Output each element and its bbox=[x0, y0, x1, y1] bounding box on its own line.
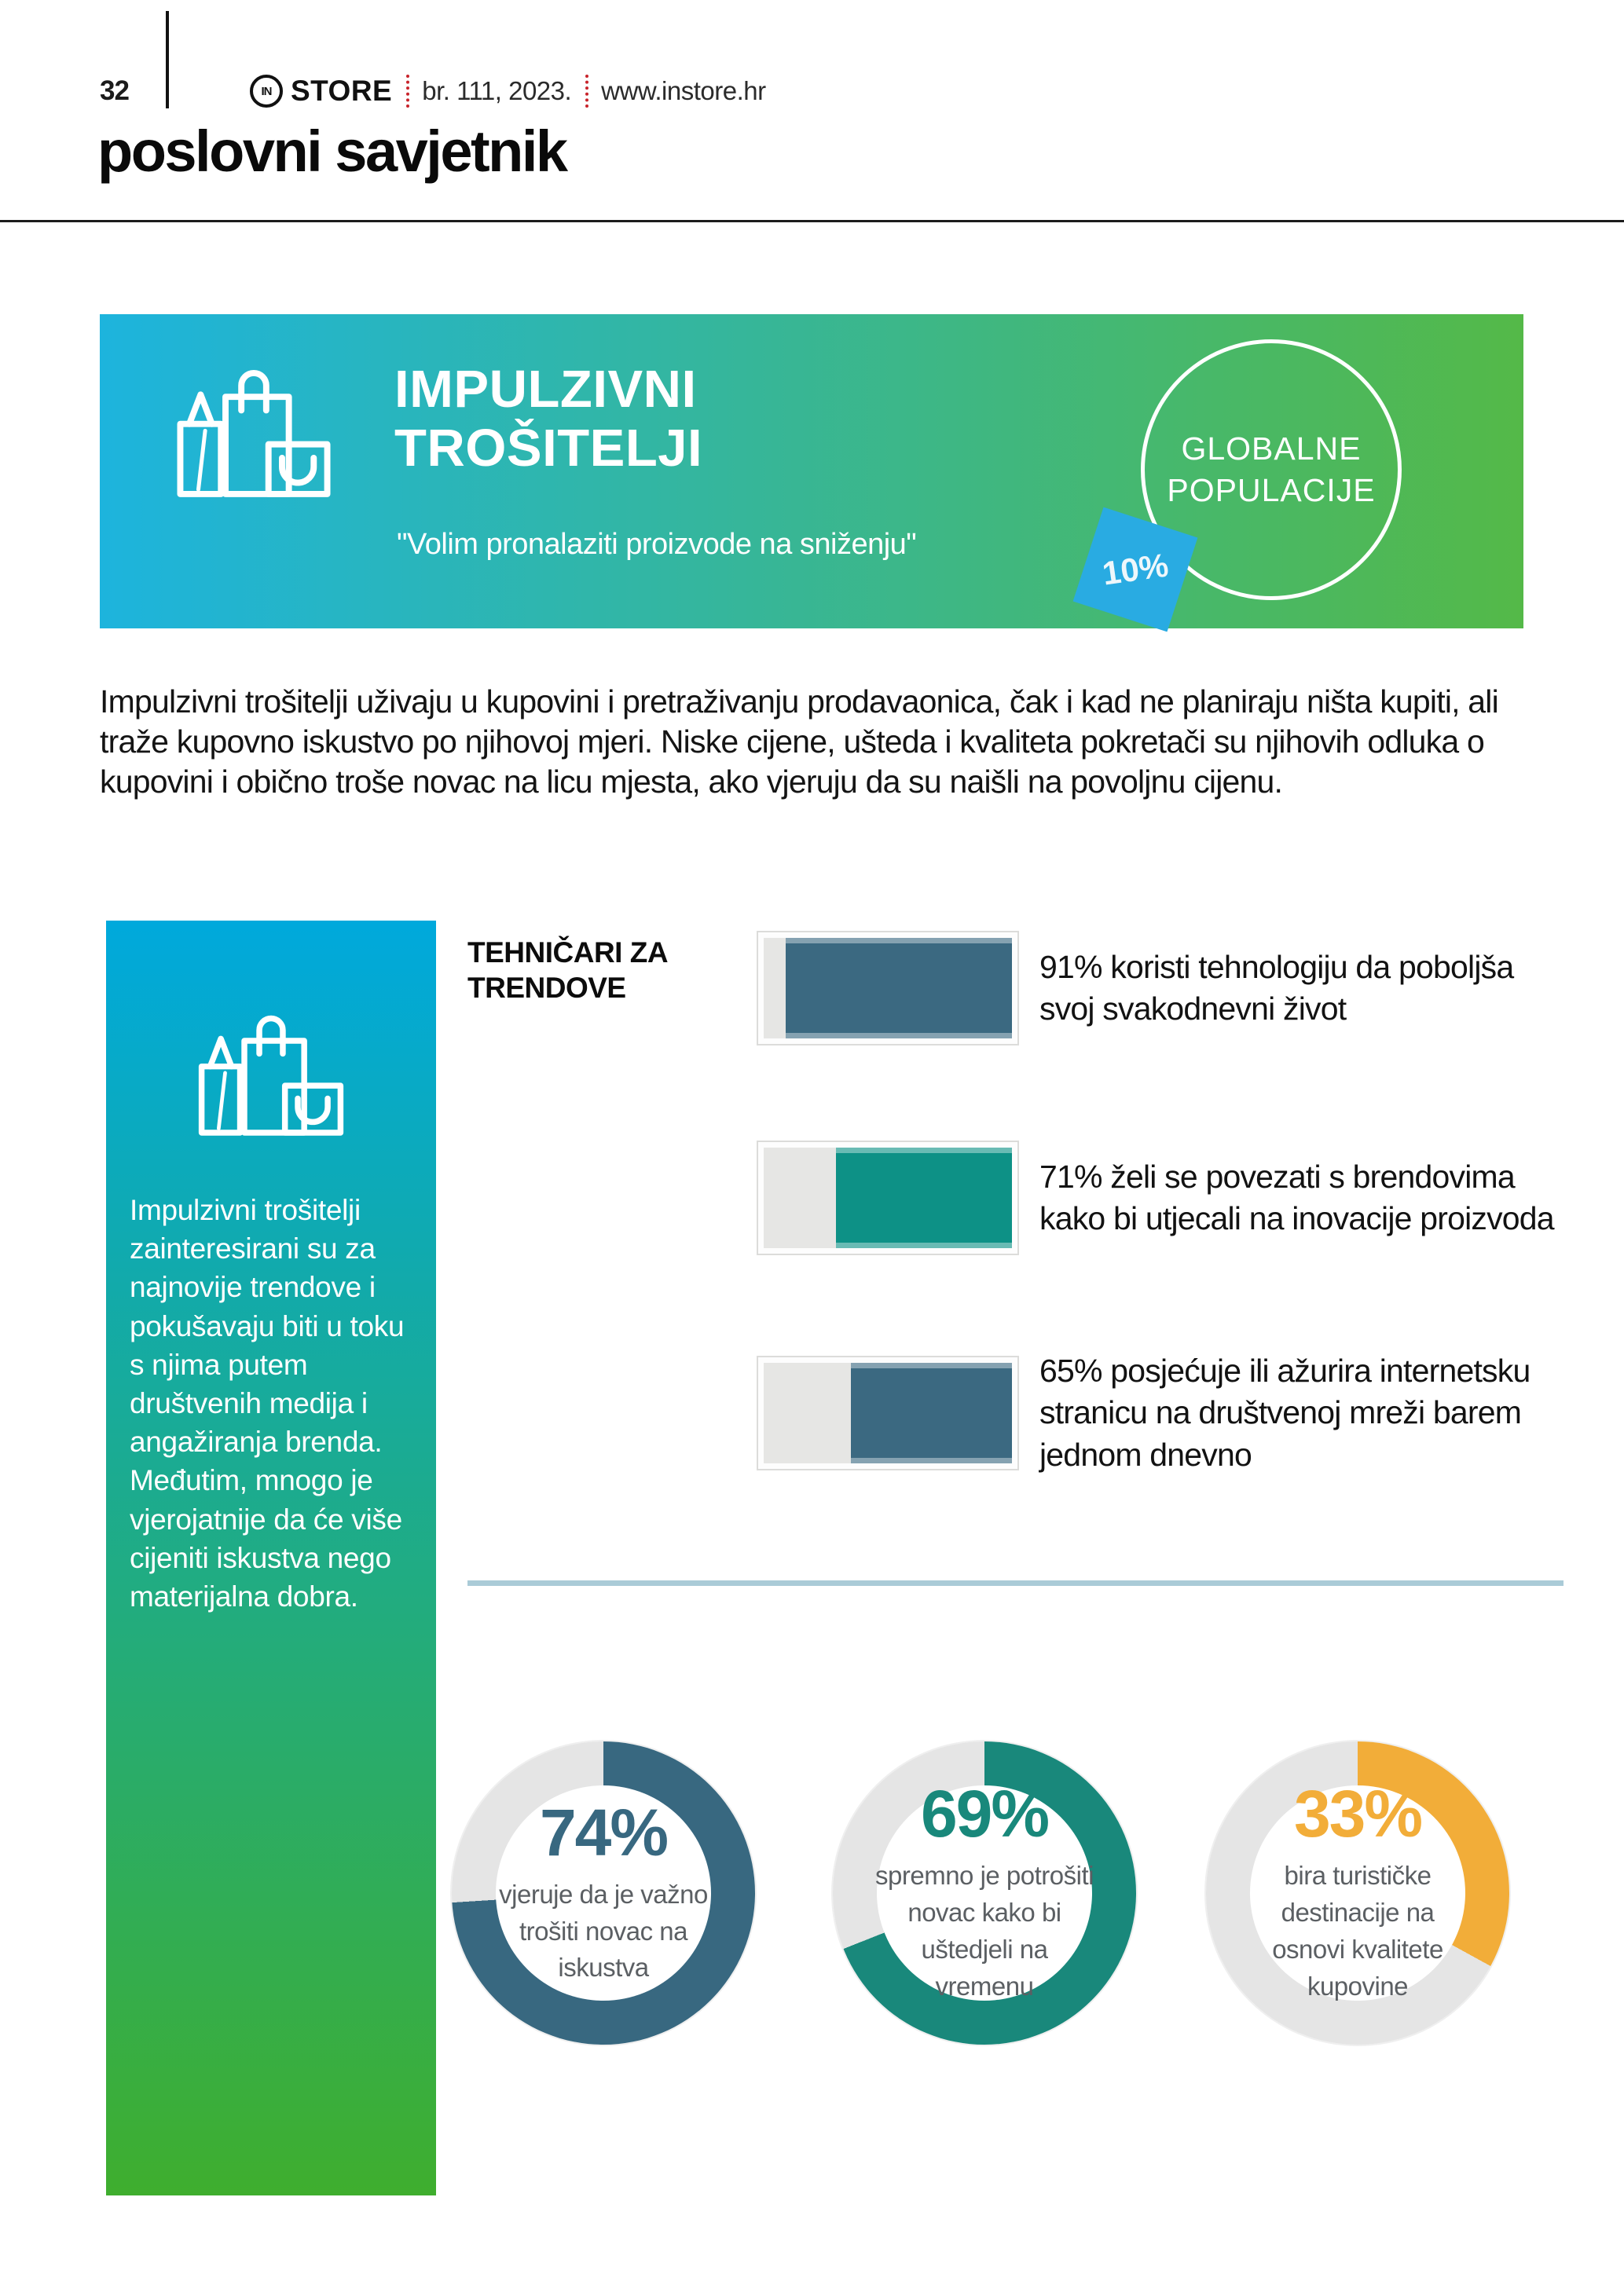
intro-paragraph: Impulzivni trošitelji uživaju u kupovini i pretraživanju prodavaonica, čak i kad ne planiraju ništa kupiti, ali traže kupovno iskustvo po njihovoj mjeri. Niske cijene, ušteda i kvaliteta pokretači su njihovih odluka o kupovini i obično troše novac na licu mjesta, ako vjeruju da su naišli na povoljnu cijenu. bbox=[100, 683, 1498, 800]
issue-number: br. 111, 2023. bbox=[422, 76, 572, 105]
circle-label-line1: GLOBALNE bbox=[1181, 430, 1362, 467]
donut-chart bbox=[833, 1741, 1136, 2045]
page-title: poslovni savjetnik bbox=[97, 119, 566, 184]
bar-label: 71% želi se povezati s brendovima kako bi utjecali na inovacije proizvoda bbox=[1039, 1158, 1554, 1236]
hero-banner bbox=[100, 314, 1523, 628]
website-link[interactable]: www.instore.hr bbox=[601, 76, 766, 105]
banner-title-line2: TROŠITELJI bbox=[394, 419, 703, 478]
trend-label-line1: TEHNIČARI ZA bbox=[467, 936, 669, 969]
trend-bar-track bbox=[764, 938, 1012, 1038]
donut-value: 33% bbox=[1293, 1777, 1422, 1851]
trend-label-line2: TRENDOVE bbox=[467, 972, 626, 1005]
bar-row bbox=[757, 1350, 1582, 1476]
trend-bar-fill bbox=[786, 938, 1012, 1038]
instore-logo bbox=[250, 75, 392, 108]
trend-bar bbox=[757, 1141, 1019, 1255]
trend-bar-chart bbox=[757, 931, 1582, 1571]
title-divider bbox=[0, 220, 1624, 222]
banner-title-line1: IMPULZIVNI bbox=[394, 360, 697, 419]
instore-logo-text: STORE bbox=[290, 75, 393, 107]
trend-bar-track bbox=[764, 1148, 1012, 1248]
sidebar-text: Impulzivni trošitelji zainteresirani su za najnovije trendove i pokušavaju biti u toku s njima putem društvenih medija i angažiranja brenda. Međutim, mnogo je vjerojatnije da će više cijeniti iskustva nego materijalna dobra. bbox=[130, 1194, 405, 1613]
donut-center bbox=[1250, 1777, 1465, 2001]
sidebar-panel bbox=[106, 921, 436, 2195]
donut-caption: bira turističke destinacije na osnovi kvalitete kupovine bbox=[1272, 1861, 1443, 2001]
bar-label: 65% posjećuje ili ažurira internetsku stranicu na društvenoj mreži barem jednom dnevno bbox=[1039, 1353, 1531, 1473]
donut-chart bbox=[452, 1741, 755, 2045]
bar-label: 91% koristi tehnologiju da poboljša svoj svakodnevni život bbox=[1039, 948, 1514, 1027]
page-number: 32 bbox=[100, 75, 129, 106]
banner-quote: "Volim pronalaziti proizvode na sniženju" bbox=[397, 528, 917, 561]
trend-bar-fill bbox=[851, 1363, 1012, 1463]
trend-bar-track bbox=[764, 1363, 1012, 1463]
shopping-bags-icon bbox=[169, 363, 339, 512]
instore-logo-icon: IN bbox=[250, 75, 283, 108]
dotted-separator bbox=[406, 75, 409, 108]
masthead bbox=[100, 69, 766, 113]
section-divider bbox=[467, 1580, 1564, 1586]
shopping-bags-icon bbox=[191, 1009, 351, 1150]
donut-caption: vjeruje da je važno trošiti novac na iskustva bbox=[499, 1879, 708, 1983]
trend-bar bbox=[757, 931, 1019, 1045]
banner-title bbox=[394, 360, 702, 478]
donut-center bbox=[875, 1777, 1094, 2001]
trend-bar-fill bbox=[836, 1148, 1012, 1248]
trend-bar bbox=[757, 1356, 1019, 1470]
trend-section-label bbox=[467, 935, 668, 1005]
bar-row bbox=[757, 931, 1582, 1045]
donut-value: 74% bbox=[539, 1795, 668, 1869]
donut-center bbox=[496, 1785, 711, 2001]
donut-caption: spremno je potrošiti novac kako bi uštedjeli na vremenu bbox=[875, 1861, 1094, 2001]
bar-row bbox=[757, 1141, 1582, 1255]
donut-value: 69% bbox=[920, 1777, 1049, 1851]
donut-chart bbox=[1206, 1741, 1509, 2045]
dotted-separator bbox=[585, 75, 588, 108]
population-badge-value: 10% bbox=[1100, 546, 1171, 592]
circle-label-line2: POPULACIJE bbox=[1167, 472, 1376, 508]
